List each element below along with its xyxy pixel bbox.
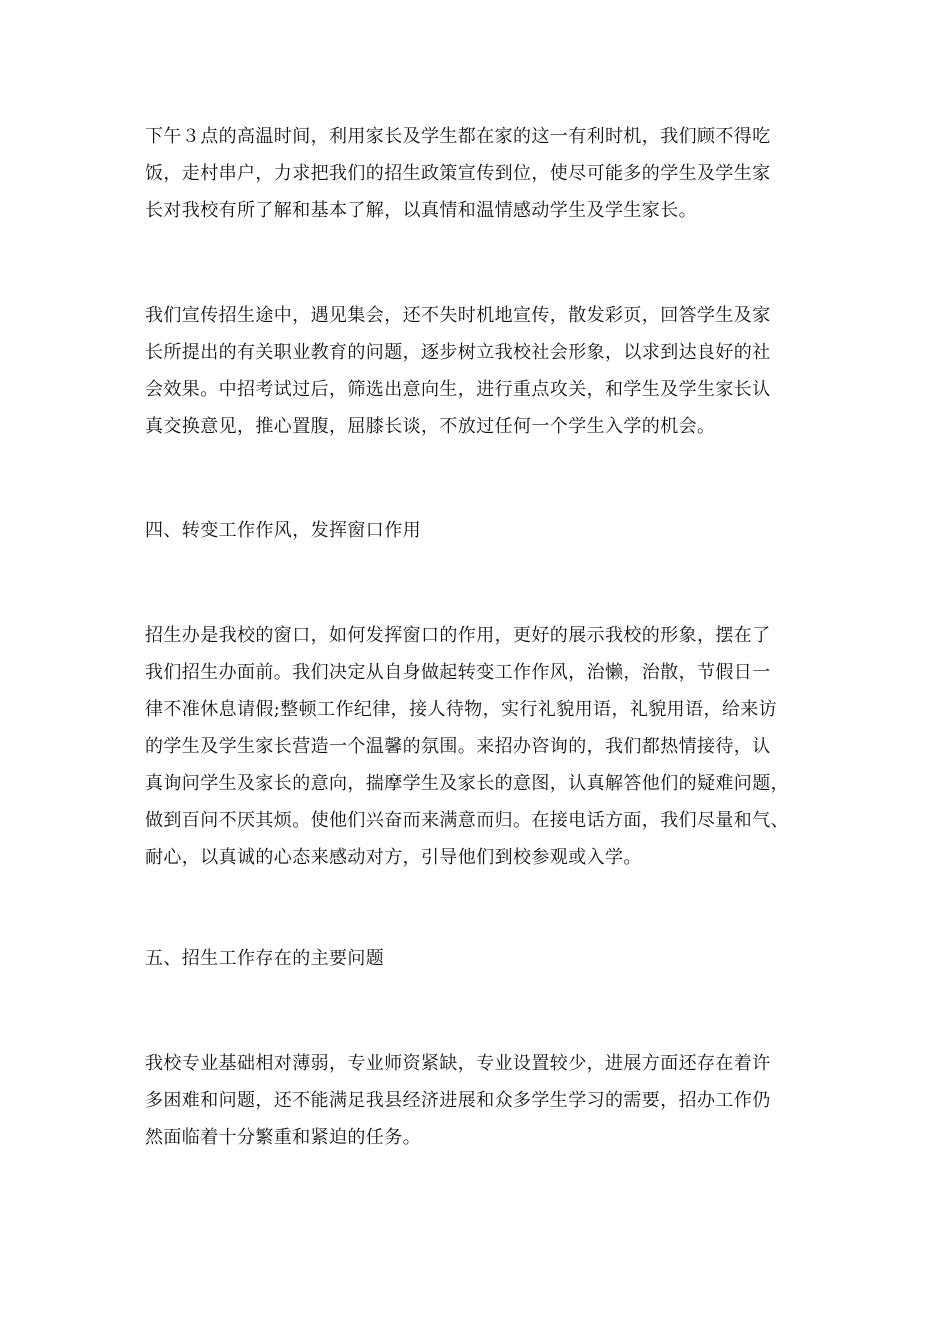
text-line: 做到百问不厌其烦。使他们兴奋而来满意而归。在接电话方面，我们尽量和气、: [145, 810, 789, 831]
heading-text: 五、招生工作存在的主要问题: [145, 948, 385, 969]
heading-text: 四、转变工作作风，发挥窗口作用: [145, 520, 421, 541]
text-line: 律不准休息请假;整顿工作纪律，接人待物，实行礼貌用语，礼貌用语，给来访: [145, 699, 778, 720]
text-line: 耐心，以真诚的心态来感动对方，引导他们到校参观或入学。: [145, 847, 642, 868]
text-line: 我校专业基础相对薄弱，专业师资紧缺，专业设置较少，进展方面还存在着许: [145, 1053, 771, 1074]
text-line: 我们招生办面前。我们决定从自身做起转变工作作风，治懒，治散，节假日一: [145, 662, 771, 683]
paragraph-home-visits: [145, 118, 810, 229]
text-line: 饭，走村串户，力求把我们的招生政策宣传到位，使尽可能多的学生及学生家: [145, 163, 771, 184]
text-line: 多困难和问题，还不能满足我县经济进展和众多学生学习的需要，招办工作仍: [145, 1090, 771, 1111]
text-line: 长所提出的有关职业教育的问题，逐步树立我校社会形象，以求到达良好的社: [145, 342, 771, 363]
text-line: 真询问学生及家长的意向，揣摩学生及家长的意图，认真解答他们的疑难问题，: [145, 773, 789, 794]
text-line: 真交换意见，推心置腹，屈膝长谈，不放过任何一个学生入学的机会。: [145, 416, 716, 437]
section-heading-four: [145, 512, 810, 549]
text-line: 的学生及学生家长营造一个温馨的氛围。来招办咨询的，我们都热情接待，认: [145, 736, 771, 757]
paragraph-window-role: [145, 617, 810, 876]
paragraph-main-problems: [145, 1045, 810, 1156]
text-line: 然面临着十分繁重和紧迫的任务。: [145, 1127, 421, 1148]
paragraph-publicity: [145, 297, 810, 445]
text-line: 会效果。中招考试过后，筛选出意向生，进行重点攻关，和学生及学生家长认: [145, 379, 771, 400]
section-heading-five: [145, 940, 810, 977]
text-line: 长对我校有所了解和基本了解，以真情和温情感动学生及学生家长。: [145, 200, 697, 221]
text-line: 下午３点的高温时间，利用家长及学生都在家的这一有利时机，我们顾不得吃: [145, 126, 771, 147]
text-line: 我们宣传招生途中，遇见集会，还不失时机地宣传，散发彩页，回答学生及家: [145, 305, 771, 326]
text-line: 招生办是我校的窗口，如何发挥窗口的作用，更好的展示我校的形象，摆在了: [145, 625, 771, 646]
